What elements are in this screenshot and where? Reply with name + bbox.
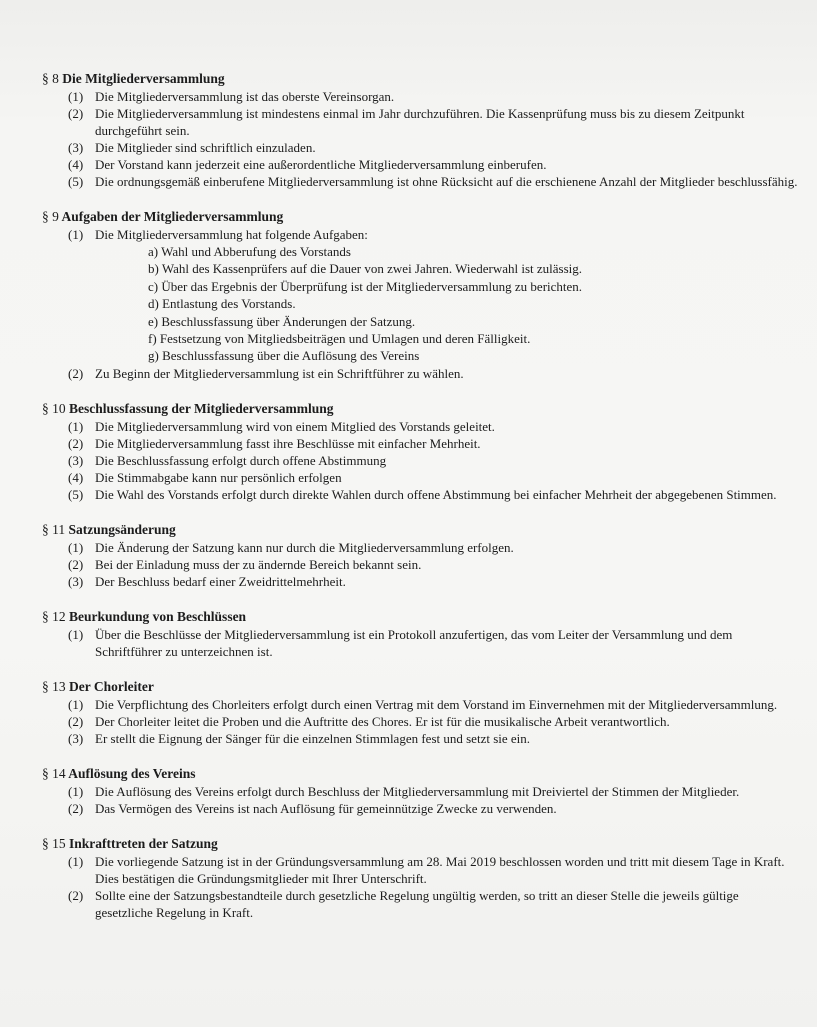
clause-extra-text: Dies bestätigen die Gründungsmitglieder mit Ihrer Unterschrift. (95, 870, 427, 886)
section-heading (42, 765, 799, 782)
subclause: b) Wahl des Kassenprüfers auf die Dauer von zwei Jahren. Wiederwahl ist zulässig. (148, 261, 583, 277)
clause-list (42, 88, 799, 190)
clause-number: (3) (68, 452, 84, 468)
clause (68, 435, 799, 452)
clause-text: Die Mitgliederversammlung ist mindestens einmal im Jahr durchzuführen. Die Kassenprüfung muss bis zu diesem Zeitpunkt durchgeführt sein. (95, 106, 745, 138)
clause (68, 173, 799, 190)
clause-text: Die Mitgliederversammlung hat folgende Aufgaben: (95, 227, 368, 242)
clause-number: (1) (68, 89, 84, 104)
clause-number: (1) (68, 853, 84, 869)
clause-text: Das Vermögen des Vereins ist nach Auflösung für gemeinnützige Zwecke zu verwenden. (95, 800, 557, 816)
section-heading (42, 208, 799, 225)
clause-number: (2) (68, 106, 84, 121)
clause (68, 226, 799, 365)
clause-text: Die Wahl des Vorstands erfolgt durch direkte Wahlen durch offene Abstimmung bei einfacher Mehrheit der abgegebenen Stimmen. (95, 486, 777, 502)
clause-number: (4) (68, 157, 84, 172)
section-heading (42, 70, 799, 87)
section (42, 70, 799, 190)
clause-text: Der Vorstand kann jederzeit eine außerordentliche Mitgliederversammlung einberufen. (95, 157, 547, 172)
clause (68, 418, 799, 435)
clause-text: Der Beschluss bedarf einer Zweidrittelmehrheit. (95, 573, 346, 589)
clause-text: Die Beschlussfassung erfolgt durch offene Abstimmung (95, 452, 387, 468)
clause (68, 469, 799, 486)
clause-number: (2) (68, 713, 84, 729)
clause-list (42, 418, 799, 503)
clause-number: (1) (68, 418, 84, 434)
section-number: § 13 (42, 678, 66, 694)
clause-number: (1) (68, 783, 84, 799)
subclause: e) Beschlussfassung über Änderungen der Satzung. (148, 313, 416, 329)
section-title: Inkrafttreten der Satzung (69, 835, 218, 851)
clause-text: Sollte eine der Satzungsbestandteile durch gesetzliche Regelung ungültig werden, so tritt an dieser Stelle die jeweils gültige gesetzliche Regelung in Kraft. (95, 887, 739, 920)
section-heading (42, 400, 799, 417)
clause (68, 156, 799, 173)
clause-number: (1) (68, 539, 84, 555)
subclause: a) Wahl und Abberufung des Vorstands (148, 244, 351, 259)
section-title: Auflösung des Vereins (68, 765, 196, 781)
section-number: § 15 (42, 835, 66, 851)
subclause: d) Entlastung des Vorstands. (148, 296, 296, 312)
clause-number: (2) (68, 556, 84, 572)
section (42, 208, 799, 382)
clause-number: (2) (68, 800, 84, 816)
section (42, 608, 799, 660)
clause-number: (3) (68, 730, 84, 746)
section-number: § 8 (42, 71, 59, 86)
clause-list (42, 226, 799, 382)
section (42, 521, 799, 590)
subclause: c) Über das Ergebnis der Überprüfung ist der Mitgliederversammlung zu berichten. (148, 278, 583, 294)
section-title: Der Chorleiter (69, 678, 154, 694)
clause-text: Der Chorleiter leitet die Proben und die Auftritte des Chores. Er ist für die musikalische Arbeit verantwortlich. (95, 713, 670, 729)
clause (68, 696, 799, 713)
clause-text: Die ordnungsgemäß einberufene Mitgliederversammlung ist ohne Rücksicht auf die erschienene Anzahl der Mitglieder beschlussfähig. (95, 174, 798, 189)
clause (68, 783, 799, 800)
clause-number: (2) (68, 435, 84, 451)
section-number: § 10 (42, 400, 66, 416)
clause-text: Die Mitgliederversammlung fasst ihre Beschlüsse mit einfacher Mehrheit. (95, 435, 481, 451)
section (42, 400, 799, 503)
clause-text: Die Stimmabgabe kann nur persönlich erfolgen (95, 469, 342, 485)
section-heading (42, 608, 799, 625)
section (42, 835, 799, 921)
clause-number: (5) (68, 174, 84, 189)
clause (68, 713, 799, 730)
clause (68, 730, 799, 747)
clause-list (42, 783, 799, 817)
section-title: Beurkundung von Beschlüssen (69, 608, 247, 624)
section-title: Die Mitgliederversammlung (62, 71, 225, 86)
section-title: Beschlussfassung der Mitgliederversammlung (69, 400, 334, 416)
clause-number: (2) (68, 365, 84, 381)
clause-list (42, 539, 799, 590)
section-heading (42, 678, 799, 695)
clause-number: (1) (68, 626, 84, 642)
clause-text: Die Mitgliederversammlung ist das oberste Vereinsorgan. (95, 89, 395, 104)
clause-text: Über die Beschlüsse der Mitgliederversammlung ist ein Protokoll anzufertigen, das vom Leiter der Versammlung und dem Schriftführer zu unterzeichnen ist. (95, 626, 733, 659)
clause (68, 800, 799, 817)
clause-text: Er stellt die Eignung der Sänger für die einzelnen Stimmlagen fest und setzt sie ein. (95, 730, 531, 746)
clause-number: (4) (68, 469, 84, 485)
clause-number: (3) (68, 573, 84, 589)
subclause-list (95, 243, 799, 365)
section-title: Aufgaben der Mitgliederversammlung (61, 209, 284, 224)
clause-number: (3) (68, 140, 84, 155)
clause-text: Die Mitgliederversammlung wird von einem Mitglied des Vorstands geleitet. (95, 418, 495, 434)
section-number: § 11 (42, 521, 66, 537)
clause (68, 853, 799, 887)
clause-number: (2) (68, 887, 84, 903)
clause (68, 573, 799, 590)
section-number: § 14 (42, 765, 66, 781)
clause-number: (1) (68, 227, 84, 242)
section (42, 765, 799, 817)
clause (68, 88, 799, 105)
clause-text: Bei der Einladung muss der zu ändernde Bereich bekannt sein. (95, 556, 422, 572)
clause (68, 105, 799, 139)
subclause: f) Festsetzung von Mitgliedsbeiträgen und Umlagen und deren Fälligkeit. (148, 331, 531, 347)
clause (68, 556, 799, 573)
section-heading (42, 835, 799, 852)
section-number: § 12 (42, 608, 66, 624)
clause (68, 887, 799, 921)
clause (68, 626, 799, 660)
clause (68, 365, 799, 382)
clause (68, 539, 799, 556)
section-title: Satzungsänderung (68, 521, 176, 537)
clause-text: Die Mitglieder sind schriftlich einzuladen. (95, 140, 316, 155)
clause-list (42, 696, 799, 747)
clause-list (42, 853, 799, 921)
clause-text: Zu Beginn der Mitgliederversammlung ist ein Schriftführer zu wählen. (95, 365, 464, 381)
clause (68, 139, 799, 156)
clause-number: (1) (68, 696, 84, 712)
clause-number: (5) (68, 486, 84, 502)
clause-list (42, 626, 799, 660)
clause (68, 486, 799, 503)
section (42, 678, 799, 747)
statute-text (42, 70, 799, 921)
clause-text: Die vorliegende Satzung ist in der Gründungsversammlung am 28. Mai 2019 beschlossen worden und tritt mit diesem Tage in Kraft. (95, 853, 785, 869)
section-number: § 9 (42, 209, 59, 224)
clause-text: Die Änderung der Satzung kann nur durch die Mitgliederversammlung erfolgen. (95, 539, 514, 555)
subclause: g) Beschlussfassung über die Auflösung des Vereins (148, 348, 420, 364)
clause (68, 452, 799, 469)
section-heading (42, 521, 799, 538)
clause-text: Die Auflösung des Vereins erfolgt durch Beschluss der Mitgliederversammlung mit Dreiviertel der Stimmen der Mitglieder. (95, 783, 740, 799)
clause-text: Die Verpflichtung des Chorleiters erfolgt durch einen Vertrag mit dem Vorstand im Einvernehmen mit der Mitgliederversammlung. (95, 696, 778, 712)
